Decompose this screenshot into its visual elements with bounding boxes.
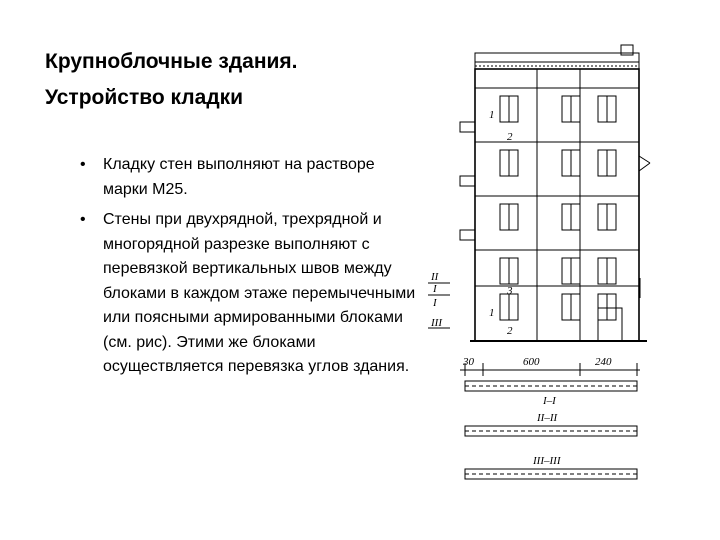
bullet-item: • Стены при двухрядной, трехрядной и многорядной разрезке выполняют с перевязкой вертикальных швов между блоками в каждом этаже перемычечными или поясными армированными блоками (см. рис). Этими же блоками осуществляется перевязка углов здания. (78, 208, 423, 380)
row-label: 2 (507, 325, 513, 337)
title-line-2: Устройство кладки (45, 86, 244, 109)
dimension-label: 30 (463, 356, 474, 368)
section-mark: I (433, 283, 437, 295)
section-mark: II (431, 271, 439, 283)
slide-title (45, 44, 425, 116)
row-label: 2 (507, 131, 513, 143)
row-label: 1 (489, 307, 495, 319)
bullet-item: • Кладку стен выполняют на раствоpе марки М25. (78, 153, 423, 202)
entrance-door (598, 308, 622, 341)
section-title: I–I (543, 395, 556, 407)
row-label: 1 (489, 109, 495, 121)
dimension-label: 600 (523, 356, 540, 368)
row-label: 3 (507, 285, 513, 297)
section-title: III–III (533, 455, 561, 467)
title-line-1: Крупноблочные здания. (45, 50, 298, 73)
building-facade-drawing (425, 38, 670, 500)
dimension-label: 240 (595, 356, 612, 368)
section-mark: I (433, 297, 437, 309)
facade-svg (425, 38, 670, 500)
bullet-list (78, 153, 423, 386)
section-mark: III (431, 317, 442, 329)
section-title: II–II (537, 412, 558, 424)
